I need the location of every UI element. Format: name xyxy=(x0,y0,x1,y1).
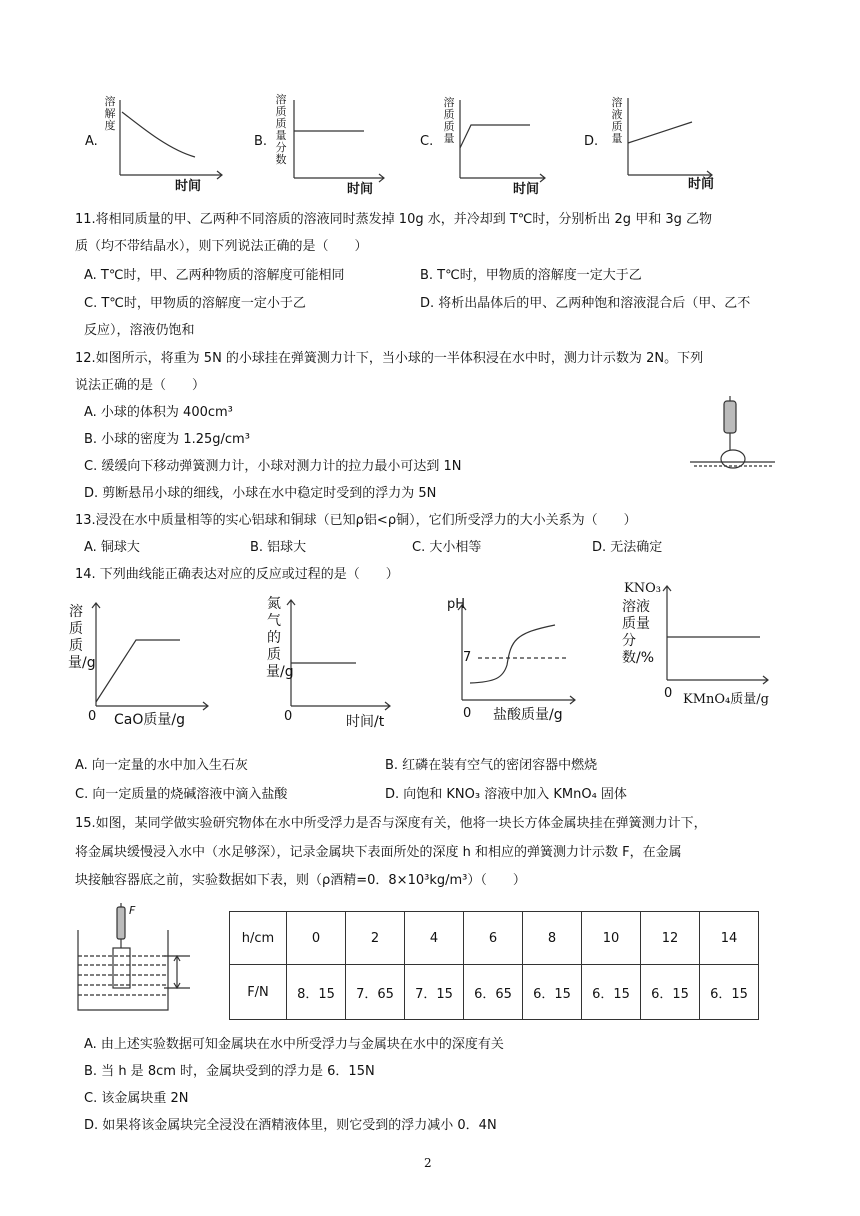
q14-graph-b-xlabel: 时间/t xyxy=(346,714,385,730)
graph-d-xlabel: 时间 xyxy=(688,177,715,192)
q14-graph-a xyxy=(92,603,208,710)
q14-graph-a-xlabel: CaO质量/g xyxy=(114,712,185,728)
table-cell: 0 xyxy=(287,912,346,965)
q14-option-a: A. 向一定量的水中加入生石灰 xyxy=(75,758,248,773)
graph-b-xlabel: 时间 xyxy=(347,182,374,197)
q14-graph-c xyxy=(458,605,575,704)
q11-stem-line2: 质（均不带结晶水），则下列说法正确的是（ ） xyxy=(75,239,368,254)
q12-option-c: C. 缓缓向下移动弹簧测力计，小球对测力计的拉力最小可达到 1N xyxy=(84,459,462,474)
q14-graph-d xyxy=(663,586,768,684)
q13-option-c: C. 大小相等 xyxy=(412,540,482,555)
graph-b-ylabel: 溶质质量分数 xyxy=(275,93,287,166)
spring-scale-ball-figure xyxy=(690,396,775,468)
table-header-f: F/N xyxy=(230,965,287,1020)
q14-graph-b-zero: 0 xyxy=(284,709,293,724)
graph-b xyxy=(294,100,384,182)
table-cell: 8．15 xyxy=(287,965,346,1020)
page-number: 2 xyxy=(424,1156,432,1170)
q14-graph-a-ylabel: 溶质质量/g xyxy=(68,604,96,671)
table-cell: 7．15 xyxy=(405,965,464,1020)
graph-a-option: A. xyxy=(85,134,98,149)
q13-option-d: D. 无法确定 xyxy=(592,540,663,555)
table-cell: 6．15 xyxy=(700,965,759,1020)
q12-option-a: A. 小球的体积为 400cm³ xyxy=(84,405,233,420)
q15-stem-line1: 15.如图，某同学做实验研究物体在水中所受浮力是否与深度有关，他将一块长方体金属块挂在弹簧测力计下， xyxy=(75,816,707,831)
q12-stem-line1: 12.如图所示，将重为 5N 的小球挂在弹簧测力计下，当小球的一半体积浸在水中时，测力计示数为 2N。下列 xyxy=(75,351,704,366)
table-cell: 6 xyxy=(464,912,523,965)
q13-stem: 13.浸没在水中质量相等的实心铝球和铜球（已知ρ铝<ρ铜），它们所受浮力的大小关系为（ ） xyxy=(75,513,637,528)
graph-d xyxy=(628,98,712,179)
q14-graph-c-xlabel: 盐酸质量/g xyxy=(493,707,563,723)
table-header-h: h/cm xyxy=(230,912,287,965)
q14-graph-d-zero: 0 xyxy=(664,686,673,701)
q12-option-b: B. 小球的密度为 1.25g/cm³ xyxy=(84,432,250,447)
q15-option-c: C. 该金属块重 2N xyxy=(84,1091,189,1106)
table-cell: 6．15 xyxy=(582,965,641,1020)
q11-stem-line1: 11.将相同质量的甲、乙两种不同溶质的溶液同时蒸发掉 10g 水，并冷却到 T℃时，分别析出 2g 甲和 3g 乙物 xyxy=(75,212,712,227)
q14-graph-b-ylabel: 氮气的质量/g xyxy=(266,596,294,680)
table-cell: 4 xyxy=(405,912,464,965)
q14-graph-b xyxy=(287,600,390,710)
table-cell: 10 xyxy=(582,912,641,965)
q15-option-b: B. 当 h 是 8cm 时，金属块受到的浮力是 6．15N xyxy=(84,1064,375,1079)
table-cell: 6．65 xyxy=(464,965,523,1020)
q15-option-d: D. 如果将该金属块完全浸没在酒精液体里，则它受到的浮力减小 0．4N xyxy=(84,1118,497,1133)
q15-stem-line2: 将金属块缓慢浸入水中（水足够深），记录金属块下表面所处的深度 h 和相应的弹簧测力计示数 F，在金属 xyxy=(75,845,682,860)
q11-option-d-cont: 反应），溶液仍饱和 xyxy=(84,323,195,338)
graph-c xyxy=(460,100,545,182)
q14-graph-c-ylabel: pH xyxy=(447,597,466,612)
graph-c-xlabel: 时间 xyxy=(513,182,540,197)
q12-option-d: D. 剪断悬吊小球的细线，小球在水中稳定时受到的浮力为 5N xyxy=(84,486,437,501)
q13-option-b: B. 铝球大 xyxy=(250,540,307,555)
table-row-h xyxy=(230,912,759,965)
graph-d-option: D. xyxy=(584,134,599,149)
graph-c-ylabel: 溶质质量 xyxy=(443,96,455,145)
q14-option-b: B. 红磷在装有空气的密闭容器中燃烧 xyxy=(385,758,598,773)
table-cell: 2 xyxy=(346,912,405,965)
q15-option-a: A. 由上述实验数据可知金属块在水中所受浮力与金属块在水中的深度有关 xyxy=(84,1037,504,1052)
q14-graph-d-ylabel: 溶液质量分数/% xyxy=(622,599,655,666)
q14-graph-a-zero: 0 xyxy=(88,709,97,724)
graph-c-option: C. xyxy=(420,134,434,149)
graph-a-xlabel: 时间 xyxy=(175,179,202,194)
graph-d-ylabel: 溶液质量 xyxy=(611,96,623,145)
q14-graph-d-xlabel: KMnO₄质量/g xyxy=(683,692,769,707)
q15-data-table xyxy=(229,911,759,1020)
q14-graph-d-ylabel-formula: KNO₃ xyxy=(624,581,661,596)
table-row-f xyxy=(230,965,759,1020)
table-cell: 12 xyxy=(641,912,700,965)
q14-option-d: D. 向饱和 KNO₃ 溶液中加入 KMnO₄ 固体 xyxy=(385,787,627,802)
q14-graph-c-zero: 0 xyxy=(463,706,472,721)
graph-a-ylabel: 溶解度 xyxy=(104,95,116,132)
q12-stem-line2: 说法正确的是（ ） xyxy=(75,378,206,393)
graph-b-option: B. xyxy=(254,134,268,149)
q14-graph-c-seven: 7 xyxy=(463,650,472,665)
graph-a xyxy=(120,100,222,179)
q11-option-d: D. 将析出晶体后的甲、乙两种饱和溶液混合后（甲、乙不 xyxy=(420,296,751,311)
q15-figure-force-label: F xyxy=(129,904,136,917)
table-cell: 6．15 xyxy=(523,965,582,1020)
q13-option-a: A. 铜球大 xyxy=(84,540,140,555)
q11-option-c: C. T℃时，甲物质的溶解度一定小于乙 xyxy=(84,296,306,311)
q14-option-c: C. 向一定质量的烧碱溶液中滴入盐酸 xyxy=(75,787,288,802)
q11-option-a: A. T℃时，甲、乙两种物质的溶解度可能相同 xyxy=(84,268,345,283)
q15-stem-line3: 块接触容器底之前，实验数据如下表，则（ρ酒精=0．8×10³kg/m³）（ ） xyxy=(75,873,526,888)
table-cell: 14 xyxy=(700,912,759,965)
table-cell: 7．65 xyxy=(346,965,405,1020)
q11-option-b: B. T℃时，甲物质的溶解度一定大于乙 xyxy=(420,268,642,283)
table-cell: 6．15 xyxy=(641,965,700,1020)
q14-stem: 14. 下列曲线能正确表达对应的反应或过程的是（ ） xyxy=(75,567,399,582)
beaker-metal-block-figure xyxy=(78,903,190,1010)
table-cell: 8 xyxy=(523,912,582,965)
